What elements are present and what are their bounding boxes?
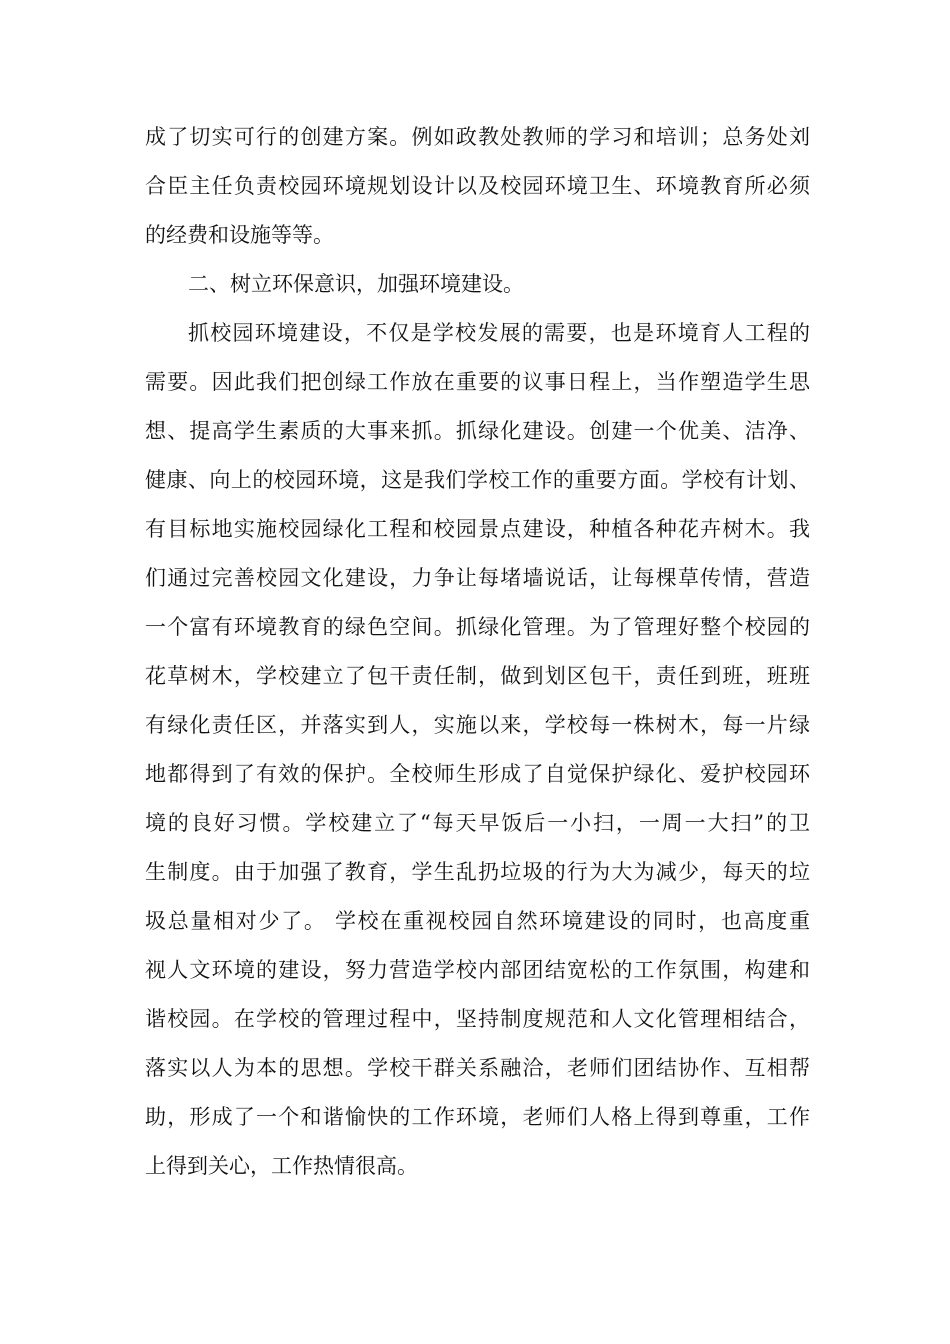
document-body (145, 113, 810, 1191)
paragraph-2-line-14: 视人文环境的建设，努力营造学校内部团结宽松的工作氛围，构建和 (145, 958, 810, 982)
paragraph-2-line-1: 抓校园环境建设，不仅是学校发展的需要，也是环境育人工程的 (188, 321, 810, 345)
paragraph-2-line-5: 有目标地实施校园绿化工程和校园景点建设，种植各种花卉树木。我 (145, 517, 810, 541)
paragraph-2-line-13: 圾总量相对少了。 学校在重视校园自然环境建设的同时，也高度重 (145, 909, 810, 933)
paragraph-1-line-1: 成了切实可行的创建方案。例如政教处教师的学习和培训；总务处刘 (145, 125, 810, 149)
paragraph-2-line-11: 境的良好习惯。学校建立了“每天早饭后一小扫，一周一大扫”的卫 (145, 811, 810, 835)
paragraph-2-line-17: 助，形成了一个和谐愉快的工作环境，老师们人格上得到尊重，工作 (145, 1105, 810, 1129)
paragraph-2-line-4: 健康、向上的校园环境，这是我们学校工作的重要方面。学校有计划、 (145, 468, 810, 492)
paragraph-2-line-12: 生制度。由于加强了教育，学生乱扔垃圾的行为大为减少，每天的垃 (145, 860, 810, 884)
paragraph-2-line-9: 有绿化责任区，并落实到人，实施以来，学校每一株树木，每一片绿 (145, 713, 810, 737)
paragraph-2-line-2: 需要。因此我们把创绿工作放在重要的议事日程上，当作塑造学生思 (145, 370, 810, 394)
section-heading: 二、树立环保意识，加强环境建设。 (188, 272, 524, 296)
paragraph-2-line-18: 上得到关心，工作热情很高。 (145, 1154, 418, 1178)
paragraph-1-line-2: 合臣主任负责校园环境规划设计以及校园环境卫生、环境教育所必须 (145, 174, 810, 198)
paragraph-2-line-3: 想、提高学生素质的大事来抓。抓绿化建设。创建一个优美、洁净、 (145, 419, 810, 443)
paragraph-2-line-7: 一个富有环境教育的绿色空间。抓绿化管理。为了管理好整个校园的 (145, 615, 810, 639)
paragraph-1-line-3: 的经费和设施等等。 (145, 223, 334, 247)
paragraph-2-line-15: 谐校园。在学校的管理过程中，坚持制度规范和人文化管理相结合， (145, 1007, 810, 1031)
paragraph-2-line-6: 们通过完善校园文化建设，力争让每堵墙说话，让每棵草传情，营造 (145, 566, 810, 590)
paragraph-2-line-10: 地都得到了有效的保护。全校师生形成了自觉保护绿化、爱护校园环 (145, 762, 810, 786)
paragraph-2-line-8: 花草树木，学校建立了包干责任制，做到划区包干，责任到班，班班 (145, 664, 810, 688)
paragraph-2-line-16: 落实以人为本的思想。学校干群关系融洽，老师们团结协作、互相帮 (145, 1056, 810, 1080)
